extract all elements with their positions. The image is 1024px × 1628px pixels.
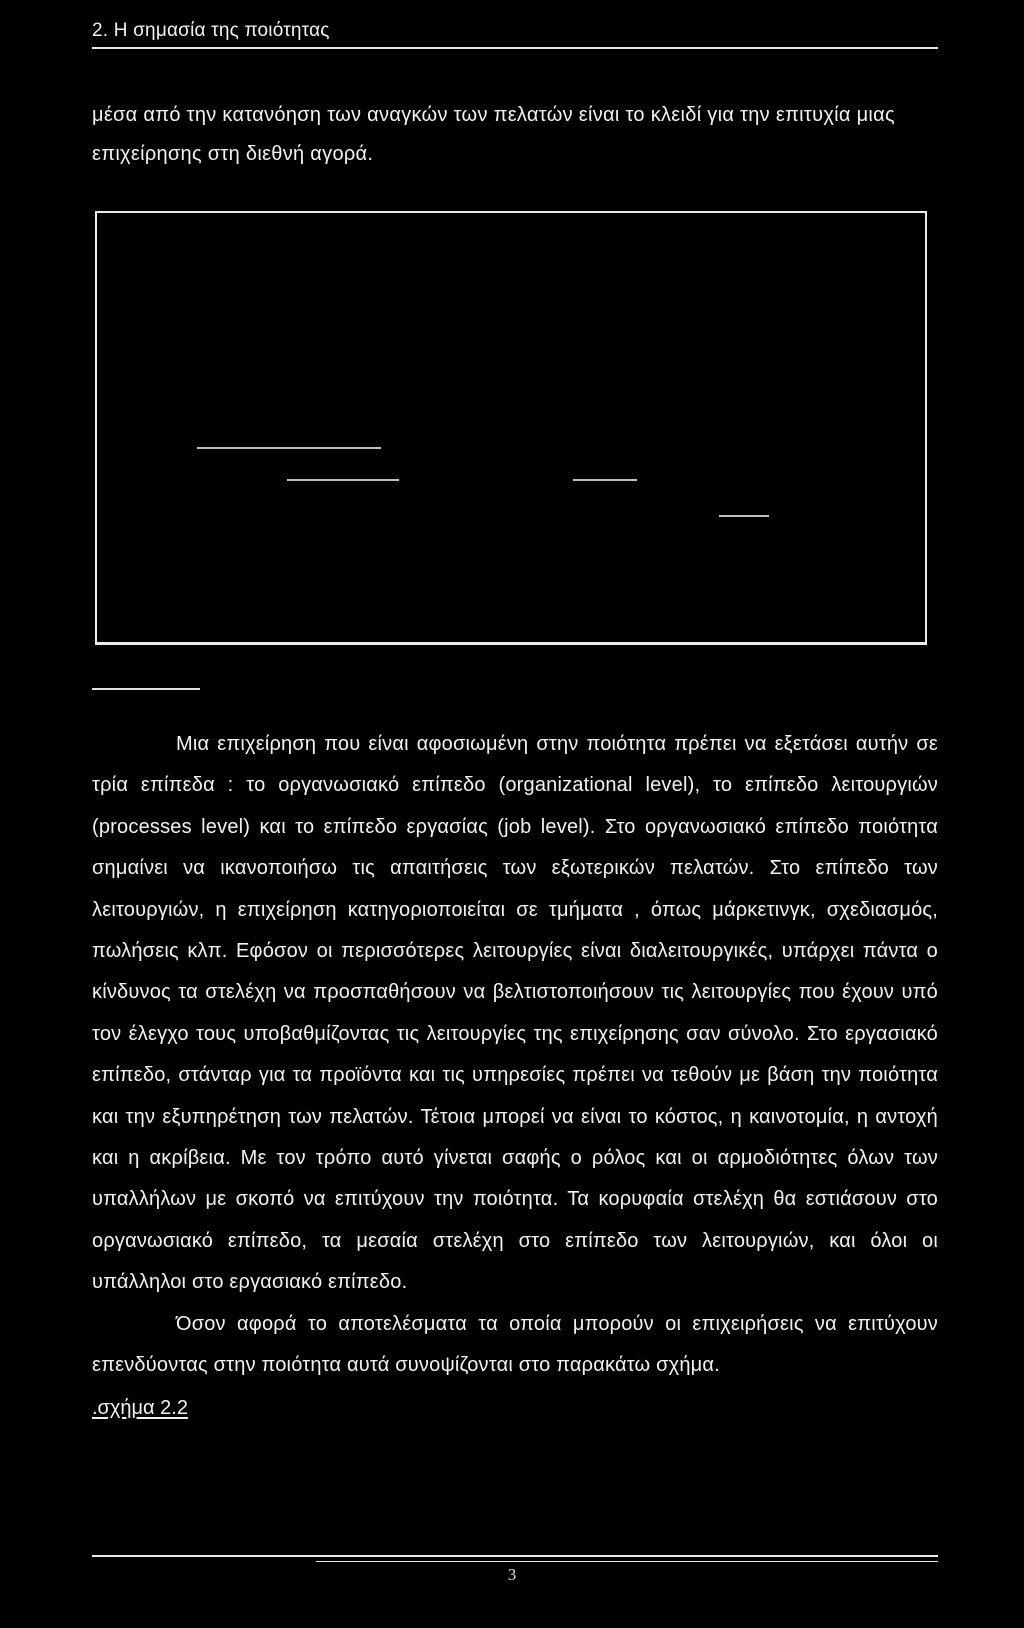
intro-paragraph: μέσα από την κατανόηση των αναγκών των πελατών είναι το κλειδί για την επιτυχία μιας επιχείρησης στη διεθνή αγορά. (92, 104, 895, 165)
page-header (92, 20, 938, 49)
figure-frame (95, 211, 927, 645)
figure-line (287, 479, 399, 481)
paragraph-2 (92, 1304, 938, 1387)
paragraph-2-text: Όσον αφορά το αποτελέσματα τα οποία μπορούν οι επιχειρήσεις να επιτύχουν επενδύοντας στην ποιότητα αυτά συνοψίζονται στο παρακάτω σχήμα. (92, 1312, 938, 1377)
paragraph-1-text: Μια επιχείρηση που είναι αφοσιωμένη στην ποιότητα πρέπει να εξετάσει αυτήν σε τρία επίπεδα : το οργανωσιακό επίπεδο (organizational level), το επίπεδο λειτουργιών (processes level) και το επίπεδο εργασίας (job level). Στο οργανωσιακό επίπεδο ποιότητα σημαίνει να ικανοποιήσω τις απαιτήσεις των εξωτερικών πελατών. Στο επίπεδο των λειτουργιών, η επιχείρηση κατηγοριοποιείται σε τμήματα , όπως μάρκετινγκ, σχεδιασμός, πωλήσεις κλπ. Εφόσον οι περισσότερες λειτουργίες είναι διαλειτουργικές, υπάρχει πάντα ο κίνδυνος τα στελέχη να προσπαθήσουν να βελτιστοποιήσουν τις λειτουργίες που έχουν υπό τον έλεγχο τους υποβαθμίζοντας τις λειτουργίες της επιχείρησης σαν σύνολο. Στο εργασιακό επίπεδο, στάνταρ για τα προϊόντα και τις υπηρεσίες πρέπει να τεθούν με βάση την ποιότητα και την εξυπηρέτηση των πελατών. Τέτοια μπορεί να είναι το κόστος, η καινοτομία, η αντοχή και η ακρίβεια. Με τον τρόπο αυτό γίνεται σαφής ο ρόλος και οι αρμοδιότητες όλων των υπαλλήλων με σκοπό να επιτύχουν την ποιότητα. Τα κορυφαία στελέχη θα εστιάσουν στο οργανωσιακό επίπεδο, τα μεσαία στελέχη στο επίπεδο των λειτουργιών, και όλοι οι υπάλληλοι στο εργασιακό επίπεδο. (92, 733, 938, 1294)
page-number: 3 (507, 1565, 517, 1584)
paragraph-1 (92, 724, 938, 1304)
footer-rule (92, 1555, 938, 1557)
body-text (92, 724, 938, 1387)
figure-line (573, 479, 637, 481)
header-title: 2. Η σημασία της ποιότητας (92, 20, 330, 41)
figure-line (719, 515, 769, 517)
footnote-rule (92, 688, 200, 690)
footer-rule-secondary (316, 1561, 938, 1562)
figure-reference-link[interactable]: .σχήμα 2.2 (92, 1397, 188, 1419)
figure-line (197, 447, 381, 449)
